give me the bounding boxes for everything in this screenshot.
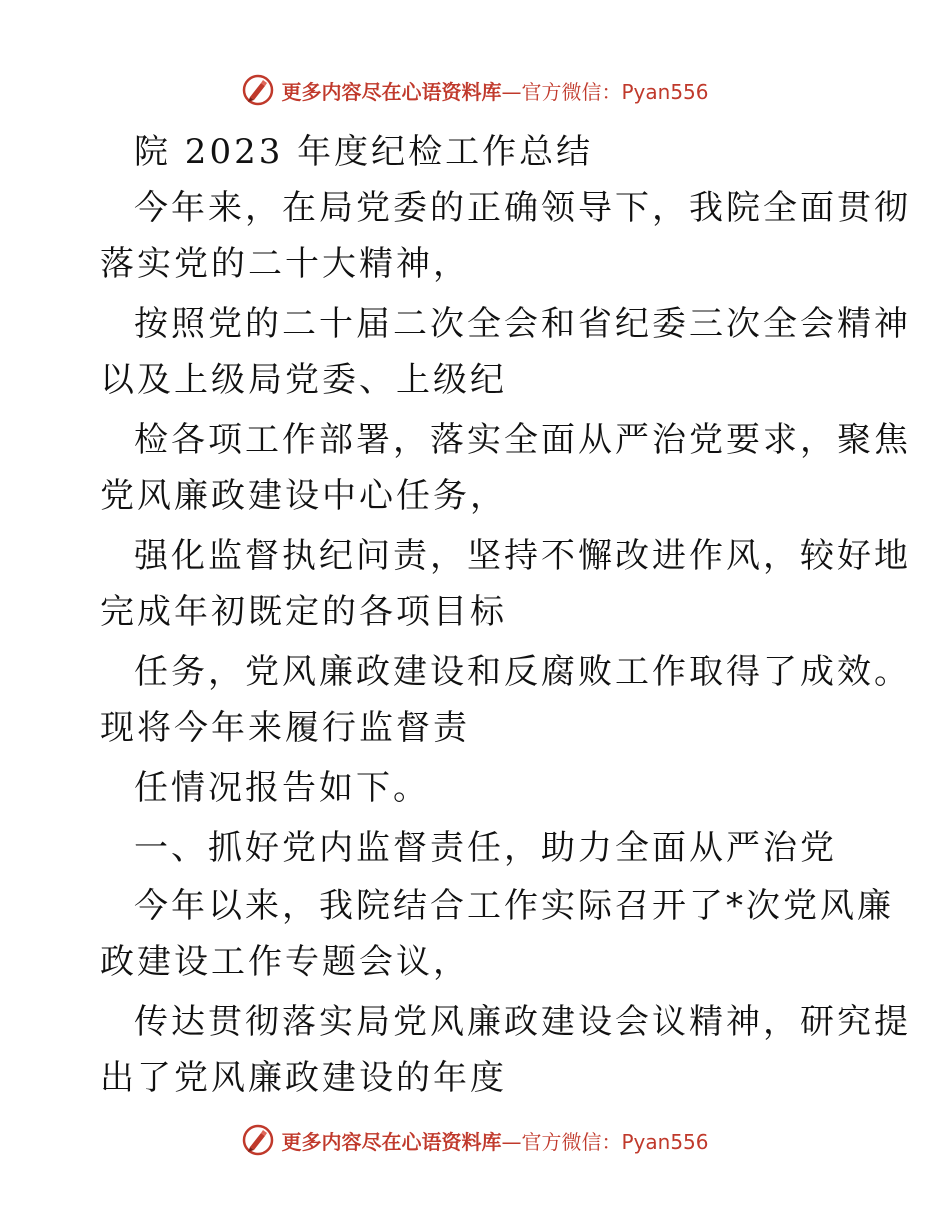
paragraph-line: 现将今年来履行监督责: [100, 708, 470, 748]
section-heading: 一、抓好党内监督责任，助力全面从严治党: [134, 828, 837, 868]
header-wechat-id: Pyan556: [621, 79, 709, 104]
header-brand-text: 更多内容尽在心语资料库: [281, 79, 502, 104]
pen-logo-icon: [241, 73, 275, 107]
paragraph-line: 传达贯彻落实局党风廉政建设会议精神，研究提: [134, 1002, 911, 1042]
paragraph-line: 政建设工作专题会议，: [100, 942, 470, 982]
header-banner: [0, 70, 950, 110]
paragraph-line: 完成年初既定的各项目标: [100, 592, 507, 632]
footer-wechat-id: Pyan556: [621, 1129, 709, 1154]
paragraph-line: 任务，党风廉政建设和反腐败工作取得了成效。: [134, 652, 911, 692]
paragraph-line: 落实党的二十大精神，: [100, 244, 470, 284]
paragraph-line: 以及上级局党委、上级纪: [100, 360, 507, 400]
footer-banner-text: [281, 1126, 708, 1155]
footer-banner: [0, 1120, 950, 1160]
paragraph-line: 任情况报告如下。: [134, 768, 430, 808]
paragraph-line: 按照党的二十届二次全会和省纪委三次全会精神: [134, 304, 911, 344]
pen-logo-icon: [241, 1123, 275, 1157]
document-title: 院 2023 年度纪检工作总结: [134, 132, 594, 172]
paragraph-line: 检各项工作部署，落实全面从严治党要求，聚焦: [134, 420, 911, 460]
paragraph-line: 党风廉政建设中心任务，: [100, 476, 507, 516]
header-banner-text: [281, 76, 708, 105]
footer-separator: —: [501, 1129, 522, 1154]
footer-brand-text: 更多内容尽在心语资料库: [281, 1129, 502, 1154]
footer-official-text: 官方微信：: [521, 1129, 622, 1154]
header-separator: —: [501, 79, 522, 104]
paragraph-line: 今年以来，我院结合工作实际召开了*次党风廉: [134, 886, 894, 926]
paragraph-line: 出了党风廉政建设的年度: [100, 1058, 507, 1098]
paragraph-line: 强化监督执纪问责，坚持不懈改进作风，较好地: [134, 536, 911, 576]
header-official-text: 官方微信：: [521, 79, 622, 104]
paragraph-line: 今年来，在局党委的正确领导下，我院全面贯彻: [134, 188, 911, 228]
